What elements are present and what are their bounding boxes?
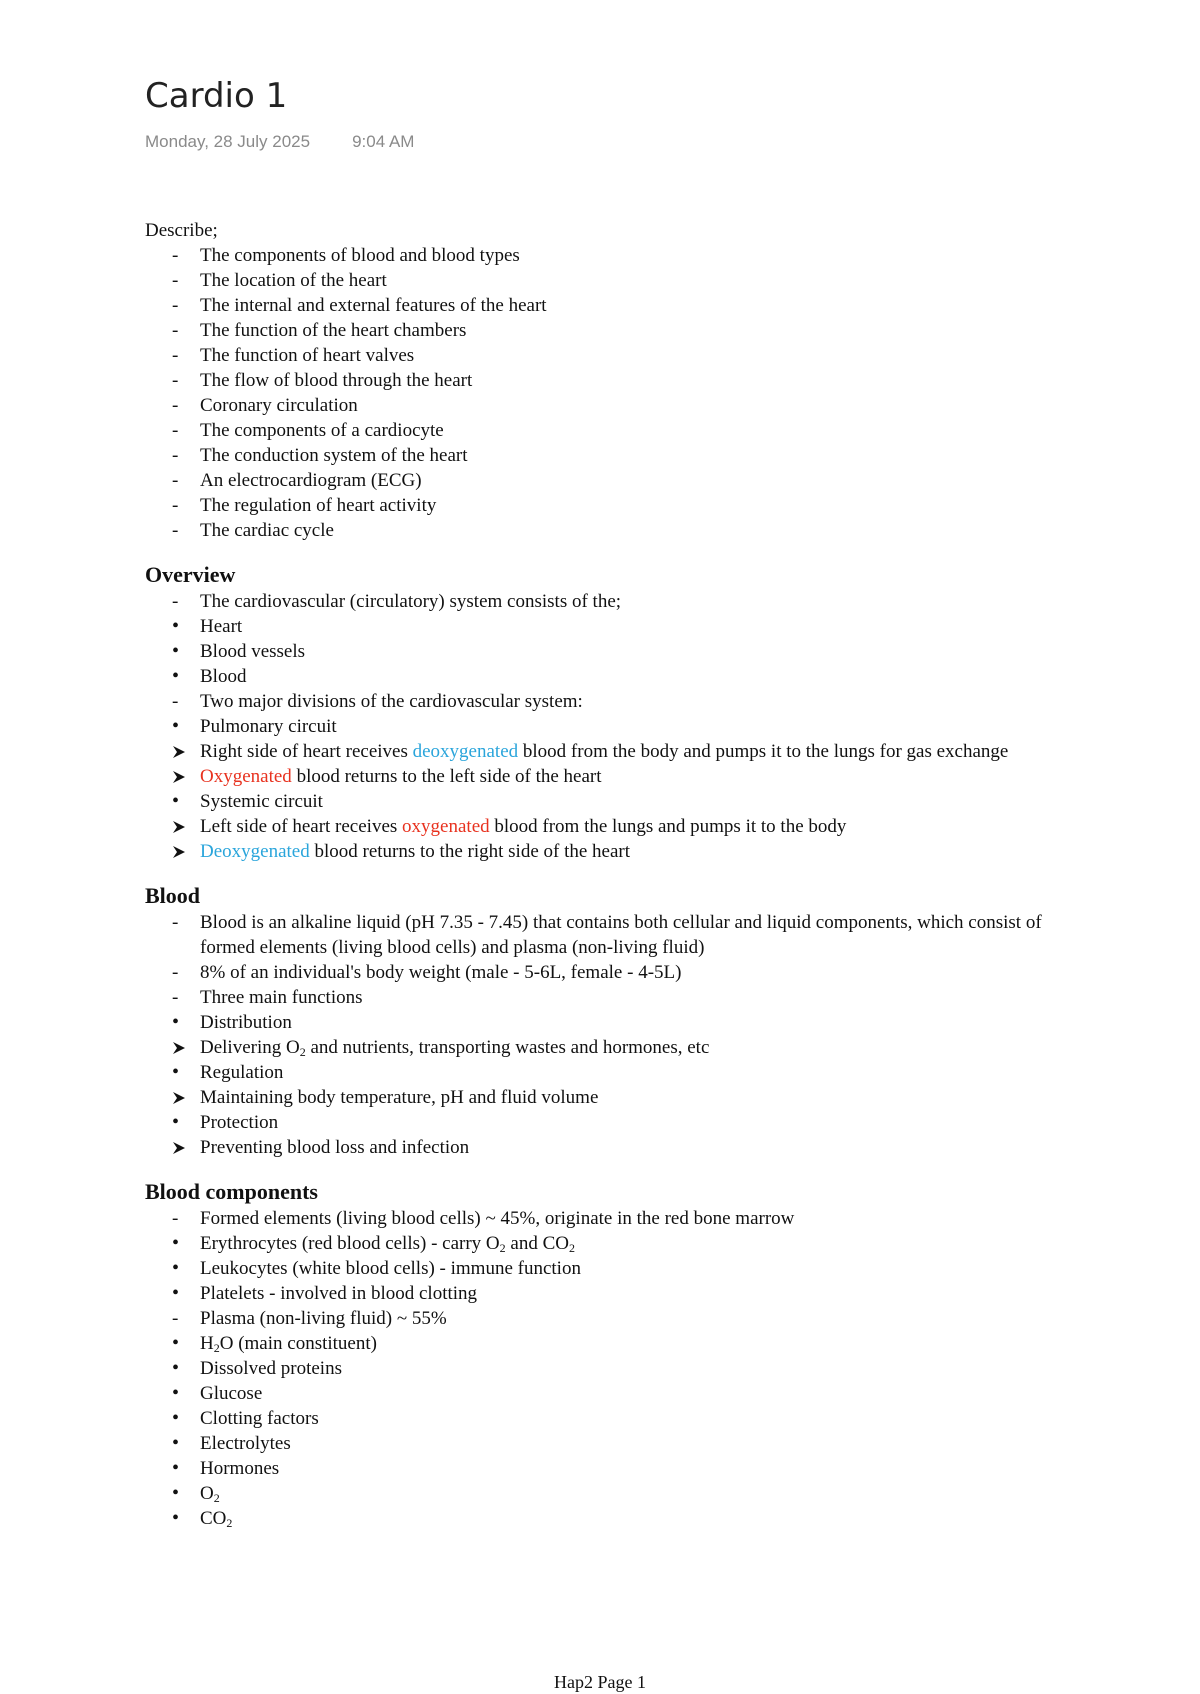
list-item: • Electrolytes <box>145 1431 1075 1456</box>
bullet-icon <box>172 1431 192 1456</box>
bullet-icon <box>172 1256 192 1281</box>
list-item: - The flow of blood through the heart <box>145 368 1075 393</box>
dash-icon <box>172 468 192 493</box>
list-item: • $O_2$ <box>145 1481 1075 1506</box>
list-item: Maintaining body temperature, pH and fluid volume <box>145 1085 1075 1110</box>
list-item: Right side of heart receives deoxygenated blood from the body and pumps it to the lungs for gas exchange <box>145 739 1075 764</box>
bullet-icon <box>172 1110 192 1135</box>
blood-section <box>145 882 1075 1160</box>
list-item: - The components of a cardiocyte <box>145 418 1075 443</box>
list-item: - The conduction system of the heart <box>145 443 1075 468</box>
dash-icon <box>172 589 192 614</box>
list-item: • Glucose <box>145 1381 1075 1406</box>
list-item: - Blood is an alkaline liquid (pH 7.35 - 7.45) that contains both cellular and liquid components, which consist of formed elements (living blood cells) and plasma (non-living fluid) <box>145 910 1075 960</box>
list-item: - The cardiac cycle <box>145 518 1075 543</box>
dash-icon <box>172 293 192 318</box>
list-item: • Leukocytes (white blood cells) - immune function <box>145 1256 1075 1281</box>
list-item: - The internal and external features of the heart <box>145 293 1075 318</box>
list-item: • Systemic circuit <box>145 789 1075 814</box>
bullet-icon <box>172 1381 192 1406</box>
dash-icon <box>172 689 192 714</box>
list-item: - The regulation of heart activity <box>145 493 1075 518</box>
list-item: • Dissolved proteins <box>145 1356 1075 1381</box>
blood-list <box>145 910 1075 1160</box>
dash-icon <box>172 960 192 985</box>
section-heading: Overview <box>145 562 236 587</box>
list-item: - Plasma (non-living fluid) ~ 55% <box>145 1306 1075 1331</box>
list-item: - The location of the heart <box>145 268 1075 293</box>
list-item: • Regulation <box>145 1060 1075 1085</box>
overview-section <box>145 561 1075 864</box>
list-item: • Pulmonary circuit <box>145 714 1075 739</box>
dash-icon <box>172 318 192 343</box>
bullet-icon <box>172 789 192 814</box>
list-item: Preventing blood loss and infection <box>145 1135 1075 1160</box>
section-heading: Blood <box>145 883 201 908</box>
list-item: • Heart <box>145 614 1075 639</box>
bullet-icon <box>172 664 192 689</box>
bullet-icon <box>172 1481 192 1506</box>
list-item: • Platelets - involved in blood clotting <box>145 1281 1075 1306</box>
dash-icon <box>172 343 192 368</box>
page-time: 9:04 AM <box>352 132 415 151</box>
blood-components-section <box>145 1178 1075 1531</box>
list-item: - 8% of an individual's body weight (male - 5-6L, female - 4-5L) <box>145 960 1075 985</box>
list-item: • Hormones <box>145 1456 1075 1481</box>
dash-icon <box>172 268 192 293</box>
bullet-icon <box>172 1060 192 1085</box>
dash-icon <box>172 418 192 443</box>
list-item: - An electrocardiogram (ECG) <box>145 468 1075 493</box>
list-item: - The cardiovascular (circulatory) system consists of the; <box>145 589 1075 614</box>
dash-icon <box>172 1306 192 1331</box>
bullet-icon <box>172 1506 192 1531</box>
dash-icon <box>172 443 192 468</box>
dash-icon <box>172 518 192 543</box>
list-item: Left side of heart receives oxygenated blood from the lungs and pumps it to the body <box>145 814 1075 839</box>
bullet-icon <box>172 639 192 664</box>
deoxygenated-term: Deoxygenated <box>200 841 310 862</box>
list-item: - Three main functions <box>145 985 1075 1010</box>
describe-label: Describe; <box>145 220 218 241</box>
bullet-icon <box>172 714 192 739</box>
page-date: Monday, 28 July 2025 <box>145 132 311 151</box>
list-item: - Two major divisions of the cardiovascular system: <box>145 689 1075 714</box>
list-item: Delivering $O_2$ and nutrients, transporting wastes and hormones, etc <box>145 1035 1075 1060</box>
blood-components-list <box>145 1206 1075 1531</box>
list-item: • Protection <box>145 1110 1075 1135</box>
list-item: - The function of the heart chambers <box>145 318 1075 343</box>
page-title: Cardio 1 <box>145 76 288 116</box>
bullet-icon <box>172 1356 192 1381</box>
section-heading: Blood components <box>145 1179 318 1204</box>
dash-icon <box>172 393 192 418</box>
list-item: • $CO_2$ <box>145 1506 1075 1531</box>
bullet-icon <box>172 1281 192 1306</box>
list-item: • Clotting factors <box>145 1406 1075 1431</box>
bullet-icon <box>172 1406 192 1431</box>
bullet-icon <box>172 1010 192 1035</box>
dash-icon <box>172 368 192 393</box>
list-item: - The components of blood and blood types <box>145 243 1075 268</box>
bullet-icon <box>172 1331 192 1356</box>
list-item: - Coronary circulation <box>145 393 1075 418</box>
dash-icon <box>172 1206 192 1231</box>
deoxygenated-term: deoxygenated <box>412 741 519 762</box>
page-footer: Hap2 Page 1 <box>554 1672 646 1692</box>
list-item: • Erythrocytes (red blood cells) - carry $O_2$ and $CO_2$ <box>145 1231 1075 1256</box>
note-body <box>145 218 1075 1531</box>
list-item: - Formed elements (living blood cells) ~ 45%, originate in the red bone marrow <box>145 1206 1075 1231</box>
list-item: • Blood <box>145 664 1075 689</box>
bullet-icon <box>172 1456 192 1481</box>
overview-list <box>145 589 1075 864</box>
bullet-icon <box>172 1231 192 1256</box>
dash-icon <box>172 493 192 518</box>
oxygenated-term: oxygenated <box>402 816 490 837</box>
bullet-icon <box>172 614 192 639</box>
list-item: • $H_2O$ (main constituent) <box>145 1331 1075 1356</box>
list-item: Oxygenated blood returns to the left side of the heart <box>145 764 1075 789</box>
dash-icon <box>172 243 192 268</box>
list-item: - The function of heart valves <box>145 343 1075 368</box>
dash-icon <box>172 910 192 935</box>
describe-list <box>145 243 1075 543</box>
oxygenated-term: Oxygenated <box>200 766 292 787</box>
page-timestamp <box>145 132 414 152</box>
list-item: • Distribution <box>145 1010 1075 1035</box>
list-item: • Blood vessels <box>145 639 1075 664</box>
dash-icon <box>172 985 192 1010</box>
list-item: Deoxygenated blood returns to the right side of the heart <box>145 839 1075 864</box>
